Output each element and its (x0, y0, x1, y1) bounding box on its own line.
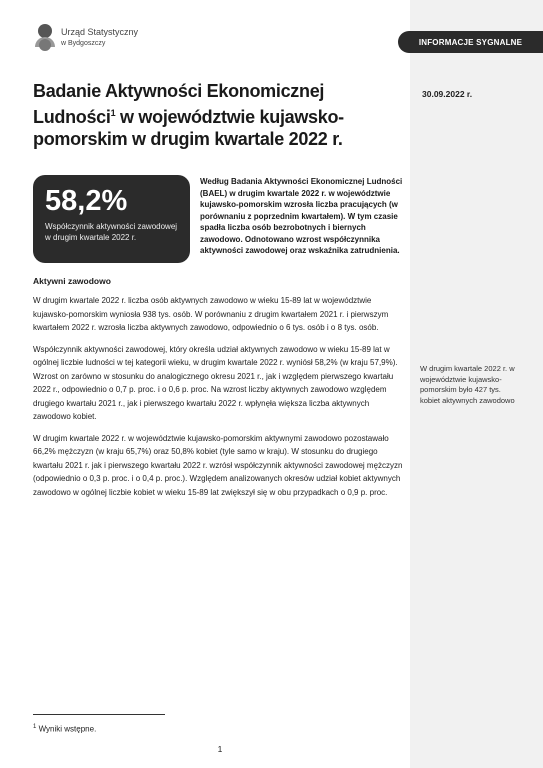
footnote-divider (33, 714, 165, 715)
paragraph-2: Współczynnik aktywności zawodowej, który określa udział aktywnych zawodowo w wieku 15-89 lat w ogólnej liczbie ludności w tej kategorii wieku, w drugim kwartale 2022 r. wyniósł 58,2% (w kraju 57,9%). Wzrost on zarówno w stosunku do analogicznego okresu 2021 r., jak i względem pierwszego kwartału 2022 r., odpowiednio o 0,7 p. proc. i o 0,6 p. proc. Na wzrost liczby aktywnych zawodowo względem drugiego kwartału 2021 r., jak i pierwszego kwartału 2022 r. wpłynęła większa liczba aktywnych zawodowo kobiet. (33, 344, 398, 421)
title-footnote-mark: 1 (110, 108, 116, 118)
section-heading: Aktywni zawodowo (33, 276, 111, 286)
highlight-caption: Współczynnik aktywności zawodowej w drugim kwartale 2022 r. (45, 222, 178, 242)
logo (33, 23, 138, 53)
paragraph-1: W drugim kwartale 2022 r. liczba osób aktywnych zawodowo w wieku 15-89 lat w województwie kujawsko-pomorskim wyniosła 938 tys. osób. W porównaniu z drugim kwartałem 2021 r. i pierwszym kwartałem 2022 r. wzrosła liczba aktywnych zawodowo, odpowiednio o 6 tys. osób i o 8 tys. osób. (33, 296, 389, 332)
highlight-value: 58,2% (45, 185, 128, 217)
publication-date: 30.09.2022 r. (422, 89, 473, 99)
logo-icon (33, 23, 57, 53)
footnote-text: Wyniki wstępne. (36, 724, 97, 734)
title-line2: w województwie kujawsko-pomorskim w drugim kwartale 2022 r. (33, 107, 344, 149)
logo-line1: Urząd Statystyczny (61, 27, 139, 37)
title-line1: Badanie Aktywności Ekonomicznej Ludności (33, 81, 325, 127)
page-number: 1 (217, 744, 223, 754)
highlight-box (33, 175, 190, 263)
footnote (33, 724, 96, 734)
page-title (33, 80, 398, 150)
footnote-mark: 1 (33, 724, 37, 730)
lead-paragraph: Według Badania Aktywności Ekonomicznej Ludności (BAEL) w drugim kwartale 2022 r. w województwie kujawsko-pomorskim wzrosła liczba pracujących (w porównaniu z poprzednim kwartałem). W tym czasie spadła liczba osób bezrobotnych i biernych zawodowo. Odnotowano wzrost współczynnika aktywności zawodowej oraz wskaźnika zatrudnienia. (200, 177, 403, 255)
sidenote: W drugim kwartale 2022 r. w województwie kujawsko-pomorskim było 427 tys. kobiet aktywnych zawodowo (420, 364, 515, 405)
logo-line2: w Bydgoszczy (61, 40, 106, 47)
publication-tag: INFORMACJE SYGNALNE (398, 31, 543, 53)
paragraph-3: W drugim kwartale 2022 r. w województwie kujawsko-pomorskim aktywnymi zawodowo pozostawało 66,2% mężczyzn (w kraju 65,7%) oraz 50,8% kobiet (tyle samo w kraju). W stosunku do drugiego kwartału 2021 r. jak i pierwszego kwartału 2022 r. wzrósł współczynnik aktywności zawodowej mężczyzn (odpowiednio o 0,3 p. proc. i o 0,4 p. proc.). Względem analizowanych okresów udział kobiet aktywnych zawodowo w ogólnej liczbie kobiet w wieku 15-89 lat zwiększył się w obu przypadkach o 0,9 p. proc. (33, 433, 403, 497)
section-active (33, 276, 405, 507)
